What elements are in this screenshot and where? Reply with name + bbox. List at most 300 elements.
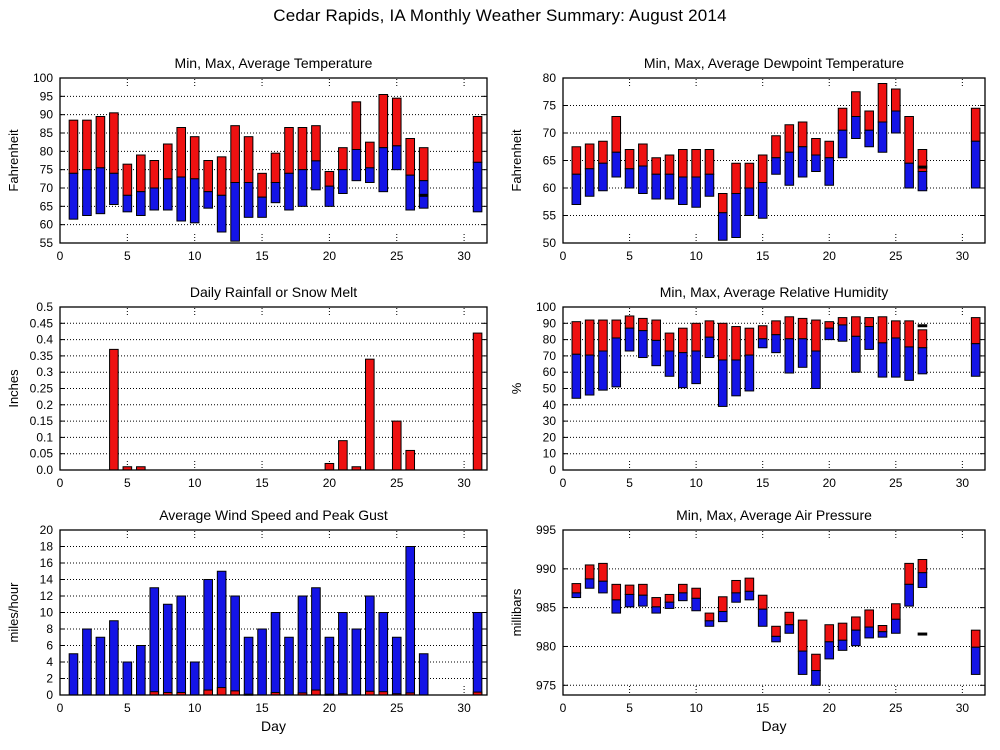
- max-bar: [585, 565, 594, 579]
- axis-text: 6: [46, 638, 53, 653]
- min-bar: [971, 344, 980, 377]
- axis-text: 25: [390, 249, 404, 263]
- max-bar: [366, 142, 375, 168]
- min-bar: [745, 591, 754, 600]
- max-bar: [772, 626, 781, 636]
- gust-bar: [96, 637, 105, 695]
- min-bar: [392, 146, 401, 170]
- min-bar: [625, 169, 634, 188]
- min-bar: [971, 647, 980, 674]
- min-bar: [231, 183, 240, 242]
- min-bar: [217, 195, 226, 232]
- max-bar: [665, 333, 674, 351]
- min-bar: [137, 192, 146, 216]
- axis-text: 70: [39, 181, 53, 195]
- axis-text: 15: [756, 701, 770, 715]
- max-bar: [971, 630, 980, 647]
- axis-text: 60: [542, 365, 556, 380]
- max-bar: [718, 597, 727, 612]
- axis-text: 0.45: [29, 316, 53, 331]
- max-bar: [825, 625, 834, 642]
- min-bar: [758, 609, 767, 626]
- axis-text: 25: [390, 476, 404, 490]
- min-bar: [745, 188, 754, 216]
- axis-text: 25: [889, 476, 903, 490]
- max-bar: [785, 125, 794, 153]
- axis-text: 40: [542, 397, 556, 412]
- min-bar: [798, 651, 807, 674]
- max-bar: [772, 321, 781, 335]
- min-bar: [798, 339, 807, 368]
- max-bar: [612, 117, 621, 153]
- min-bar: [892, 619, 901, 633]
- min-bar: [366, 168, 375, 183]
- min-bar: [585, 355, 594, 395]
- max-bar: [878, 317, 887, 343]
- avg-wind-bar: [217, 688, 226, 695]
- min-bar: [905, 347, 914, 380]
- min-bar: [718, 612, 727, 622]
- max-bar: [258, 173, 267, 197]
- min-bar: [352, 150, 361, 181]
- gust-bar: [392, 637, 401, 695]
- axis-text: 18: [39, 539, 53, 554]
- max-bar: [190, 137, 199, 179]
- axis-text: 0.35: [29, 348, 53, 363]
- max-bar: [798, 620, 807, 651]
- max-bar: [878, 84, 887, 123]
- axis-text: 30: [955, 476, 970, 490]
- axis-text: 980: [535, 639, 556, 654]
- chart-title: Min, Max, Average Dewpoint Temperature: [643, 55, 905, 71]
- max-bar: [652, 598, 661, 607]
- max-bar: [652, 158, 661, 175]
- min-bar: [772, 335, 781, 353]
- axis-text: 990: [535, 561, 556, 576]
- gust-bar: [366, 596, 375, 695]
- min-bar: [825, 328, 834, 339]
- axis-text: 30: [542, 414, 556, 429]
- min-bar: [852, 630, 861, 646]
- min-bar: [865, 130, 874, 147]
- axis-text: 30: [955, 249, 970, 263]
- min-bar: [599, 581, 608, 593]
- max-bar: [665, 594, 674, 602]
- axis-text: 5: [124, 476, 131, 490]
- min-bar: [892, 338, 901, 377]
- axis-text: 0: [56, 476, 64, 490]
- min-bar: [244, 183, 253, 218]
- min-bar: [692, 598, 701, 610]
- chart-title: Average Wind Speed and Peak Gust: [159, 507, 388, 523]
- axis-text: 0: [56, 249, 64, 263]
- min-bar: [732, 593, 741, 602]
- avg-wind-bar: [312, 690, 321, 695]
- gust-bar: [110, 621, 119, 695]
- max-bar: [392, 98, 401, 146]
- axis-text: 75: [39, 162, 53, 177]
- chart-temperature: [6, 55, 487, 263]
- gust-bar: [244, 637, 253, 695]
- axis-text: 20: [822, 701, 836, 715]
- max-bar: [865, 111, 874, 130]
- max-bar: [625, 150, 634, 169]
- axis-text: 15: [255, 701, 269, 715]
- average-mark: [918, 166, 928, 169]
- max-bar: [785, 317, 794, 339]
- gust-bar: [312, 588, 321, 695]
- avg-wind-bar: [204, 690, 213, 695]
- min-bar: [639, 166, 648, 194]
- max-bar: [665, 155, 674, 174]
- min-bar: [971, 141, 980, 188]
- axis-text: 80: [39, 144, 53, 159]
- min-bar: [785, 152, 794, 185]
- axis-text: 0: [56, 701, 64, 715]
- axis-text: 0.5: [36, 300, 53, 314]
- rain-bar: [473, 333, 482, 470]
- min-bar: [852, 336, 861, 372]
- axis-text: 0.15: [29, 414, 53, 429]
- max-bar: [798, 318, 807, 338]
- axis-text: 95: [39, 89, 53, 104]
- average-mark: [918, 633, 928, 636]
- max-bar: [69, 120, 78, 173]
- max-bar: [892, 321, 901, 338]
- max-bar: [892, 604, 901, 620]
- axis-text: 0.2: [36, 397, 53, 412]
- axis-text: 70: [542, 126, 556, 140]
- max-bar: [585, 320, 594, 355]
- rain-bar: [339, 441, 348, 470]
- axis-text: 16: [39, 556, 53, 570]
- max-bar: [572, 147, 581, 175]
- axis-text: 15: [756, 249, 770, 263]
- max-bar: [96, 117, 105, 168]
- min-bar: [204, 192, 213, 209]
- max-bar: [123, 164, 132, 195]
- max-bar: [625, 316, 634, 328]
- gust-bar: [83, 629, 92, 695]
- min-bar: [905, 584, 914, 606]
- axis-text: 90: [39, 107, 53, 122]
- max-bar: [352, 102, 361, 150]
- axis-text: 2: [46, 671, 53, 686]
- min-bar: [665, 602, 674, 608]
- min-bar: [150, 188, 159, 210]
- axis-text: 0.1: [36, 430, 53, 445]
- gust-bar: [352, 629, 361, 695]
- rain-bar: [325, 463, 334, 470]
- gust-bar: [271, 613, 280, 696]
- chart-title: Day: [261, 718, 286, 734]
- max-bar: [298, 128, 307, 170]
- min-bar: [665, 351, 674, 376]
- max-bar: [271, 153, 280, 182]
- min-bar: [190, 179, 199, 223]
- max-bar: [419, 148, 428, 181]
- min-bar: [825, 158, 834, 186]
- min-bar: [599, 163, 608, 191]
- axis-text: 15: [255, 476, 269, 490]
- max-bar: [812, 320, 821, 351]
- min-bar: [758, 339, 767, 348]
- min-bar: [652, 607, 661, 613]
- gust-bar: [258, 629, 267, 695]
- max-bar: [825, 322, 834, 329]
- min-bar: [110, 173, 119, 204]
- min-bar: [838, 640, 847, 650]
- max-bar: [204, 161, 213, 192]
- min-bar: [665, 174, 674, 199]
- max-bar: [599, 563, 608, 581]
- min-bar: [918, 348, 927, 374]
- min-bar: [865, 627, 874, 638]
- max-bar: [772, 136, 781, 158]
- min-bar: [692, 351, 701, 384]
- max-bar: [625, 585, 634, 594]
- axis-text: 5: [626, 701, 633, 715]
- min-bar: [772, 636, 781, 641]
- max-bar: [758, 155, 767, 183]
- gust-bar: [379, 613, 388, 696]
- min-bar: [652, 340, 661, 365]
- gust-bar: [473, 613, 482, 696]
- max-bar: [718, 323, 727, 360]
- axis-text: 55: [542, 208, 556, 223]
- min-bar: [625, 328, 634, 351]
- min-bar: [325, 186, 334, 206]
- axis-text: 0: [559, 249, 567, 263]
- min-bar: [772, 158, 781, 175]
- max-bar: [905, 117, 914, 164]
- axis-text: 25: [889, 701, 903, 715]
- axis-text: 75: [542, 98, 556, 113]
- max-bar: [852, 617, 861, 630]
- min-bar: [572, 354, 581, 398]
- chart-title: Min, Max, Average Relative Humidity: [659, 284, 889, 300]
- min-bar: [679, 353, 688, 388]
- min-bar: [679, 593, 688, 601]
- min-bar: [612, 600, 621, 613]
- max-bar: [971, 318, 980, 344]
- max-bar: [612, 320, 621, 338]
- min-bar: [258, 197, 267, 217]
- min-bar: [732, 194, 741, 238]
- axis-text: 90: [542, 316, 556, 331]
- axis-text: 10: [188, 249, 202, 263]
- min-bar: [69, 173, 78, 219]
- max-bar: [639, 318, 648, 330]
- gust-bar: [137, 646, 146, 696]
- axis-text: 80: [542, 71, 556, 85]
- max-bar: [639, 584, 648, 595]
- max-bar: [745, 328, 754, 355]
- max-bar: [812, 654, 821, 670]
- min-bar: [825, 642, 834, 659]
- chart-wind: [6, 507, 487, 734]
- max-bar: [865, 318, 874, 327]
- min-bar: [705, 337, 714, 357]
- max-bar: [339, 148, 348, 170]
- min-bar: [572, 593, 581, 598]
- axis-text: 10: [689, 701, 703, 715]
- axis-text: 4: [46, 655, 53, 669]
- min-bar: [679, 177, 688, 205]
- max-bar: [732, 580, 741, 592]
- axis-text: 70: [542, 348, 556, 363]
- min-bar: [612, 338, 621, 387]
- gust-bar: [231, 596, 240, 695]
- max-bar: [599, 141, 608, 163]
- axis-text: 995: [535, 523, 556, 537]
- min-bar: [83, 170, 92, 216]
- rain-bar: [110, 349, 119, 470]
- axis-text: 65: [542, 153, 556, 168]
- min-bar: [625, 594, 634, 606]
- min-bar: [865, 327, 874, 350]
- axis-text: Inches: [6, 369, 21, 408]
- max-bar: [679, 150, 688, 178]
- axis-text: Fahrenheit: [6, 129, 21, 192]
- min-bar: [838, 130, 847, 158]
- min-bar: [878, 122, 887, 152]
- axis-text: 5: [626, 476, 633, 490]
- max-bar: [838, 623, 847, 640]
- max-bar: [679, 584, 688, 593]
- chart-humidity: [509, 284, 985, 490]
- average-mark: [918, 324, 928, 327]
- axis-text: 8: [46, 622, 53, 636]
- min-bar: [585, 579, 594, 588]
- max-bar: [379, 95, 388, 148]
- min-bar: [379, 148, 388, 192]
- min-bar: [285, 173, 294, 210]
- axis-text: 0.05: [29, 446, 53, 461]
- min-bar: [312, 161, 321, 190]
- axis-text: 5: [124, 701, 131, 715]
- min-bar: [599, 351, 608, 390]
- max-bar: [745, 578, 754, 591]
- max-bar: [231, 126, 240, 183]
- max-bar: [918, 560, 927, 573]
- max-bar: [905, 563, 914, 584]
- axis-text: 10: [188, 476, 202, 490]
- max-bar: [892, 89, 901, 111]
- axis-text: 80: [542, 332, 556, 347]
- min-bar: [732, 360, 741, 396]
- axis-text: 60: [542, 181, 556, 195]
- min-bar: [918, 573, 927, 588]
- gust-bar: [177, 596, 186, 695]
- axis-text: 5: [124, 249, 131, 263]
- gust-bar: [163, 604, 172, 695]
- axis-text: 20: [39, 523, 53, 537]
- min-bar: [177, 177, 186, 221]
- min-bar: [852, 117, 861, 139]
- axis-text: millibars: [509, 588, 524, 637]
- axis-text: 12: [39, 589, 53, 603]
- min-bar: [473, 162, 482, 212]
- axis-text: 10: [542, 446, 556, 461]
- axis-text: 100: [32, 71, 53, 85]
- min-bar: [892, 111, 901, 133]
- min-bar: [339, 170, 348, 194]
- axis-text: 15: [255, 249, 269, 263]
- min-bar: [745, 355, 754, 391]
- min-bar: [718, 213, 727, 241]
- max-bar: [852, 317, 861, 337]
- axis-text: 0.25: [29, 381, 53, 396]
- min-bar: [123, 195, 132, 212]
- max-bar: [758, 326, 767, 339]
- chart-dewpoint: [509, 55, 985, 263]
- max-bar: [692, 150, 701, 178]
- max-bar: [918, 330, 927, 348]
- chart-pressure: [509, 507, 985, 734]
- axis-text: miles/hour: [6, 582, 21, 643]
- max-bar: [652, 320, 661, 340]
- axis-text: 85: [39, 126, 53, 140]
- gust-bar: [406, 547, 415, 696]
- min-bar: [406, 175, 415, 210]
- min-bar: [639, 331, 648, 358]
- max-bar: [612, 584, 621, 600]
- min-bar: [692, 177, 701, 207]
- max-bar: [244, 137, 253, 183]
- chart-title: Min, Max, Average Air Pressure: [676, 507, 872, 523]
- axis-text: 5: [626, 249, 633, 263]
- max-bar: [878, 626, 887, 632]
- min-bar: [572, 174, 581, 204]
- max-bar: [312, 126, 321, 161]
- axis-text: 0: [46, 688, 53, 702]
- rain-bar: [392, 421, 401, 470]
- min-bar: [905, 163, 914, 188]
- max-bar: [83, 120, 92, 169]
- max-bar: [971, 108, 980, 141]
- max-bar: [692, 323, 701, 351]
- axis-text: 30: [457, 249, 471, 263]
- axis-text: 20: [322, 476, 337, 490]
- axis-text: 25: [889, 249, 903, 263]
- max-bar: [705, 613, 714, 621]
- axis-text: 985: [535, 600, 556, 615]
- max-bar: [473, 117, 482, 163]
- axis-text: 30: [457, 476, 471, 490]
- min-bar: [878, 632, 887, 637]
- gust-bar: [325, 637, 334, 695]
- max-bar: [572, 322, 581, 355]
- min-bar: [918, 172, 927, 191]
- min-bar: [812, 671, 821, 686]
- max-bar: [732, 327, 741, 360]
- plot-border: [563, 530, 985, 695]
- max-bar: [745, 163, 754, 188]
- max-bar: [825, 141, 834, 158]
- max-bar: [217, 157, 226, 196]
- axis-text: 30: [457, 701, 471, 715]
- average-mark: [419, 194, 429, 197]
- axis-text: 20: [542, 430, 556, 445]
- min-bar: [718, 360, 727, 406]
- axis-text: 0: [559, 701, 567, 715]
- gust-bar: [339, 613, 348, 696]
- max-bar: [785, 612, 794, 624]
- min-bar: [652, 174, 661, 199]
- min-bar: [271, 183, 280, 203]
- gust-bar: [419, 654, 428, 695]
